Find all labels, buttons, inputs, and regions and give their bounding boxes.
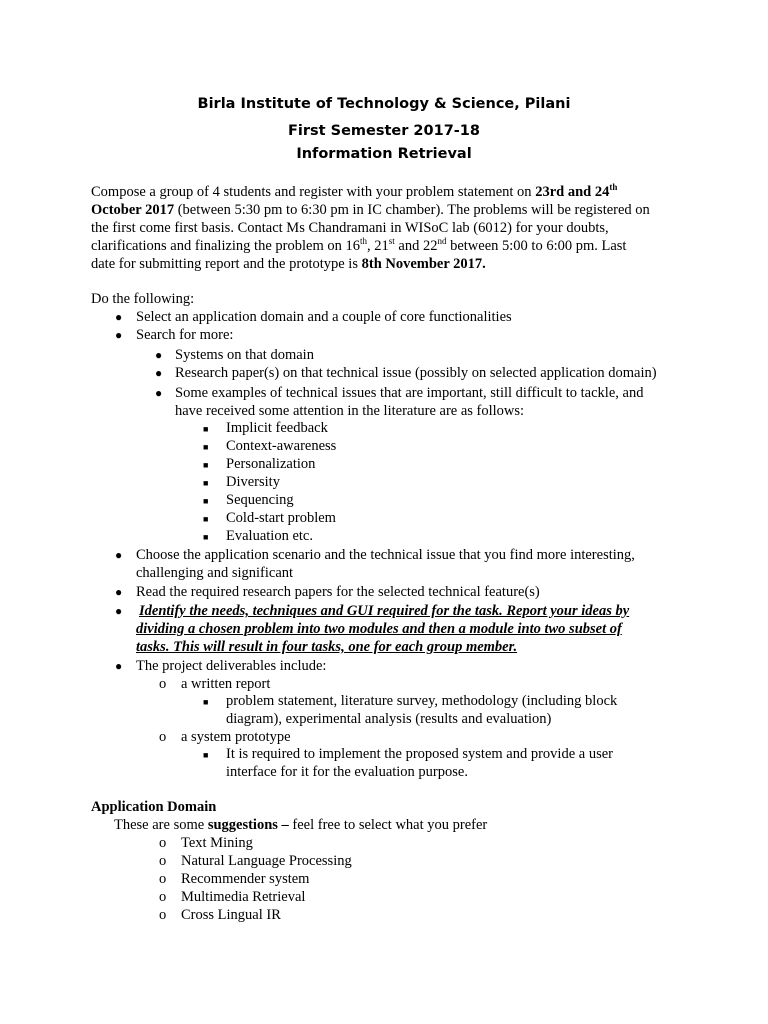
bullet-icon: ● <box>155 348 163 362</box>
square-bullet-icon: ■ <box>203 424 209 434</box>
square-bullet-icon: ■ <box>203 496 209 506</box>
task-item-3: Choose the application scenario and the technical issue that you find more interesting, <box>136 547 635 563</box>
circle-bullet-icon: o <box>159 676 167 692</box>
bullet-icon: ● <box>115 585 123 599</box>
bullet-icon: ● <box>155 366 163 380</box>
deliverable-2-detail: It is required to implement the proposed system and provide a user <box>226 746 613 762</box>
sub-item-3-cont: have received some attention in the literature are as follows: <box>175 403 525 419</box>
intro-line-4: clarifications and finalizing the problem on 16th, 21st and 22nd between 5:00 to 6:00 pm. Last <box>91 236 627 254</box>
intro-line-3: the first come first basis. Contact Ms Chandramani in WISoC lab (6012) for your doubts, <box>91 220 609 236</box>
task-item-5-cont: dividing a chosen problem into two modules and then a module into two subset of <box>136 621 622 637</box>
semester-title: First Semester 2017-18 <box>287 123 480 139</box>
institute-title: Birla Institute of Technology & Science, Pilani <box>197 96 571 112</box>
deliverable-1-detail: problem statement, literature survey, methodology (including block <box>226 693 618 709</box>
domain-item: Natural Language Processing <box>181 853 352 869</box>
deliverable-2-detail-cont: interface for it for the evaluation purpose. <box>226 764 468 780</box>
intro-line-2: October 2017 (between 5:30 pm to 6:30 pm in IC chamber). The problems will be registered on <box>91 202 650 218</box>
issue-item: Cold-start problem <box>226 510 336 526</box>
sub-item-2: Research paper(s) on that technical issue (possibly on selected application domain) <box>175 365 657 381</box>
bullet-icon: ● <box>115 328 123 342</box>
square-bullet-icon: ■ <box>203 460 209 470</box>
bullet-icon: ● <box>115 659 123 673</box>
issue-item: Implicit feedback <box>226 420 328 436</box>
square-bullet-icon: ■ <box>203 750 209 760</box>
square-bullet-icon: ■ <box>203 478 209 488</box>
square-bullet-icon: ■ <box>203 532 209 542</box>
bullet-icon: ● <box>115 310 123 324</box>
issue-item: Diversity <box>226 474 280 490</box>
square-bullet-icon: ■ <box>203 514 209 524</box>
circle-bullet-icon: o <box>159 853 167 869</box>
circle-bullet-icon: o <box>159 835 167 851</box>
task-item-4: Read the required research papers for the selected technical feature(s) <box>136 584 540 600</box>
square-bullet-icon: ■ <box>203 442 209 452</box>
issue-item: Personalization <box>226 456 316 472</box>
task-item-2: Search for more: <box>136 327 234 343</box>
intro-line-5: date for submitting report and the prototype is 8th November 2017. <box>91 256 486 272</box>
domain-intro: These are some suggestions – feel free to select what you prefer <box>114 817 488 833</box>
task-item-3-cont: challenging and significant <box>136 565 294 581</box>
sub-item-3: Some examples of technical issues that are important, still difficult to tackle, and <box>175 385 644 401</box>
deliverable-1: a written report <box>181 676 271 692</box>
domain-heading: Application Domain <box>91 799 217 815</box>
domain-item: Cross Lingual IR <box>181 907 281 923</box>
issue-item: Evaluation etc. <box>226 528 313 544</box>
bullet-icon: ● <box>115 548 123 562</box>
deliverable-2: a system prototype <box>181 729 291 745</box>
sub-item-1: Systems on that domain <box>175 347 314 363</box>
bullet-icon: ● <box>115 604 123 618</box>
task-item-6: The project deliverables include: <box>136 658 327 674</box>
task-item-5: Identify the needs, techniques and GUI required for the task. Report your ideas by <box>139 603 630 619</box>
domain-item: Recommender system <box>181 871 310 887</box>
circle-bullet-icon: o <box>159 871 167 887</box>
deliverable-1-detail-cont: diagram), experimental analysis (results and evaluation) <box>226 711 552 727</box>
issue-item: Context-awareness <box>226 438 337 454</box>
issue-item: Sequencing <box>226 492 294 508</box>
tasks-heading: Do the following: <box>91 291 195 307</box>
circle-bullet-icon: o <box>159 729 167 745</box>
task-item-5-cont: tasks. This will result in four tasks, one for each group member. <box>136 639 518 655</box>
course-title: Information Retrieval <box>296 146 472 162</box>
circle-bullet-icon: o <box>159 889 167 905</box>
domain-item: Multimedia Retrieval <box>181 889 306 905</box>
task-item-1: Select an application domain and a couple of core functionalities <box>136 309 512 325</box>
circle-bullet-icon: o <box>159 907 167 923</box>
intro-line-1: Compose a group of 4 students and register with your problem statement on 23rd and 24th <box>91 182 618 200</box>
bullet-icon: ● <box>155 386 163 400</box>
square-bullet-icon: ■ <box>203 697 209 707</box>
domain-item: Text Mining <box>181 835 253 851</box>
